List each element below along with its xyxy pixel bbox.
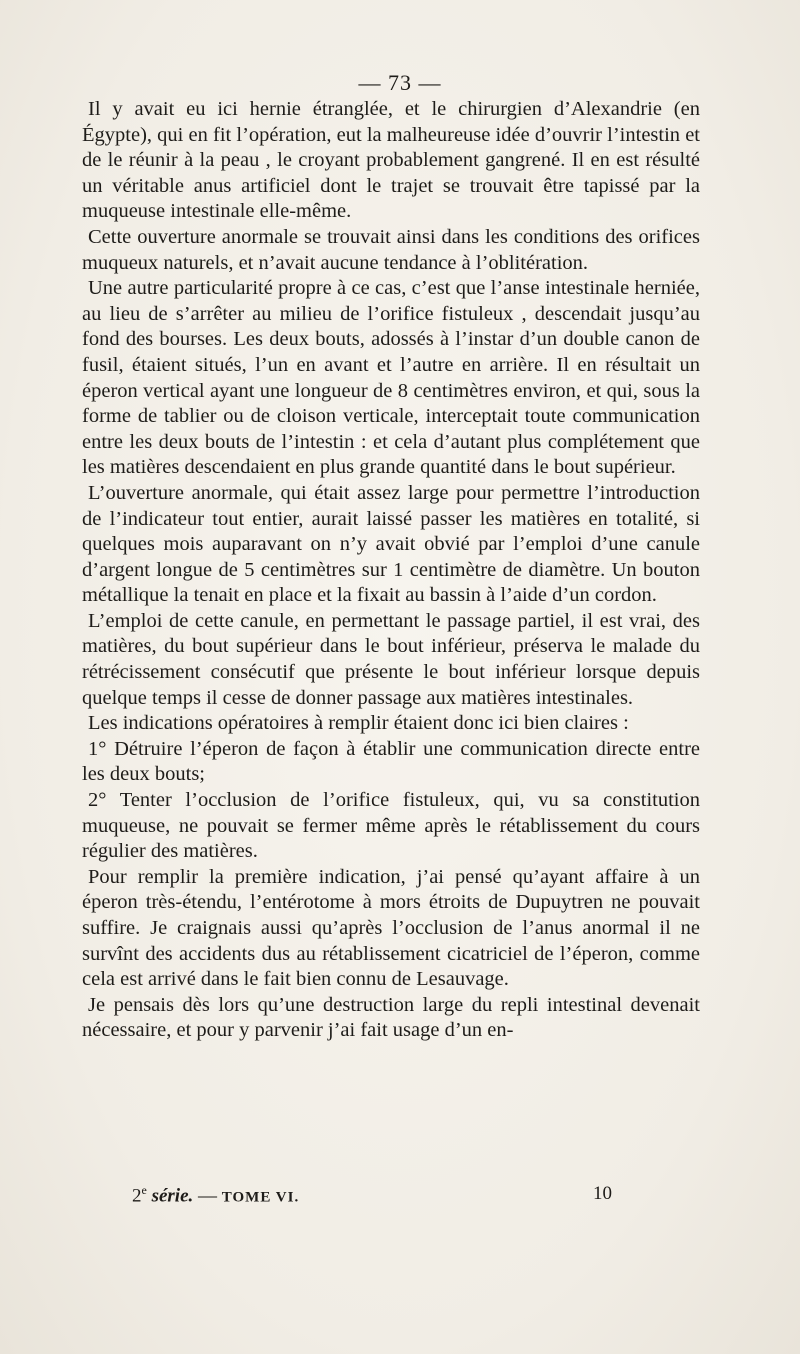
page-number: — 73 —	[358, 70, 442, 95]
series-number: 2	[132, 1185, 142, 1207]
paragraph: 2° Tenter l’occlusion de l’orifice fistuleux, qui, vu sa constitution muqueuse, ne pouvait se fermer même après le rétablissement du cours régulier des matières.	[82, 789, 700, 863]
page-footer	[132, 1183, 612, 1209]
series-signature	[132, 1183, 299, 1207]
paragraph: 1° Détruire l’éperon de façon à établir une communication directe entre les deux bouts;	[82, 737, 700, 786]
series-superscript: e	[141, 1183, 147, 1197]
paragraph: Cette ouverture anormale se trouvait ainsi dans les conditions des orifices muqueux naturels, et n’avait aucune tendance à l’oblitération.	[82, 225, 700, 274]
paragraph: Pour remplir la première indication, j’ai pensé qu’ayant affaire à un éperon très-étendu, l’entérotome à mors étroits de Dupuytren ne pouvait suffire. Je craignais aussi qu’après l’occlusion de l’anus anormal il ne survînt des accidents dus au rétablissement cicatriciel de l’éperon, comme cela est arrivé dans le fait bien connu de Lesauvage.	[82, 865, 700, 991]
series-word: série.	[151, 1185, 194, 1207]
footer-dash: —	[198, 1185, 218, 1207]
paragraph: Une autre particularité propre à ce cas, c’est que l’anse intestinale herniée, au lieu de s’arrêter au milieu de l’orifice fistuleux , descendait jusqu’au fond des bourses. Les deux bouts, adossés à l’instar d’un double canon de fusil, étaient situés, l’un en avant et l’autre en arrière. Il en résultait un éperon vertical ayant une longueur de 8 centimètres environ, et qui, sous la forme de tablier ou de cloison verticale, interceptait toute communication entre les deux bouts de l’intestin : et cela d’autant plus complétement que les matières descendaient en plus grande quantité dans le bout supérieur.	[82, 277, 700, 479]
paragraph: L’ouverture anormale, qui était assez large pour permettre l’introduction de l’indicateur tout entier, aurait laissé passer les matières en totalité, si quelques mois auparavant on n’y avait obvié par l’emploi d’une canule d’argent longue de 5 centimètres sur 1 centimètre de diamètre. Un bouton métallique la tenait en place et la fixait au bassin à l’aide d’un cordon.	[82, 481, 700, 607]
sheet-number: 10	[593, 1183, 612, 1204]
body-text	[82, 97, 700, 1044]
paragraph: Je pensais dès lors qu’une destruction large du repli intestinal devenait nécessaire, et pour y parvenir j’ai fait usage d’un en-	[82, 993, 700, 1042]
paragraph: Les indications opératoires à remplir étaient donc ici bien claires :	[88, 712, 629, 735]
paragraph: L’emploi de cette canule, en permettant le passage partiel, il est vrai, des matières, du bout supérieur dans le bout inférieur, préserva le malade du rétrécissement consécutif que présente le bout inférieur lorsque depuis quelque temps il cesse de donner passage aux matières intestinales.	[82, 609, 700, 709]
tome-label: TOME VI.	[221, 1189, 300, 1206]
paragraph: Il y avait eu ici hernie étranglée, et le chirurgien d’Alexandrie (en Égypte), qui en fit l’opération, eut la malheureuse idée d’ouvrir l’intestin et de le réunir à la peau , le croyant probablement gangrené. Il en est résulté un véritable anus artificiel dont le trajet se trouvait être tapissé par la muqueuse intestinale elle-même.	[82, 98, 700, 223]
